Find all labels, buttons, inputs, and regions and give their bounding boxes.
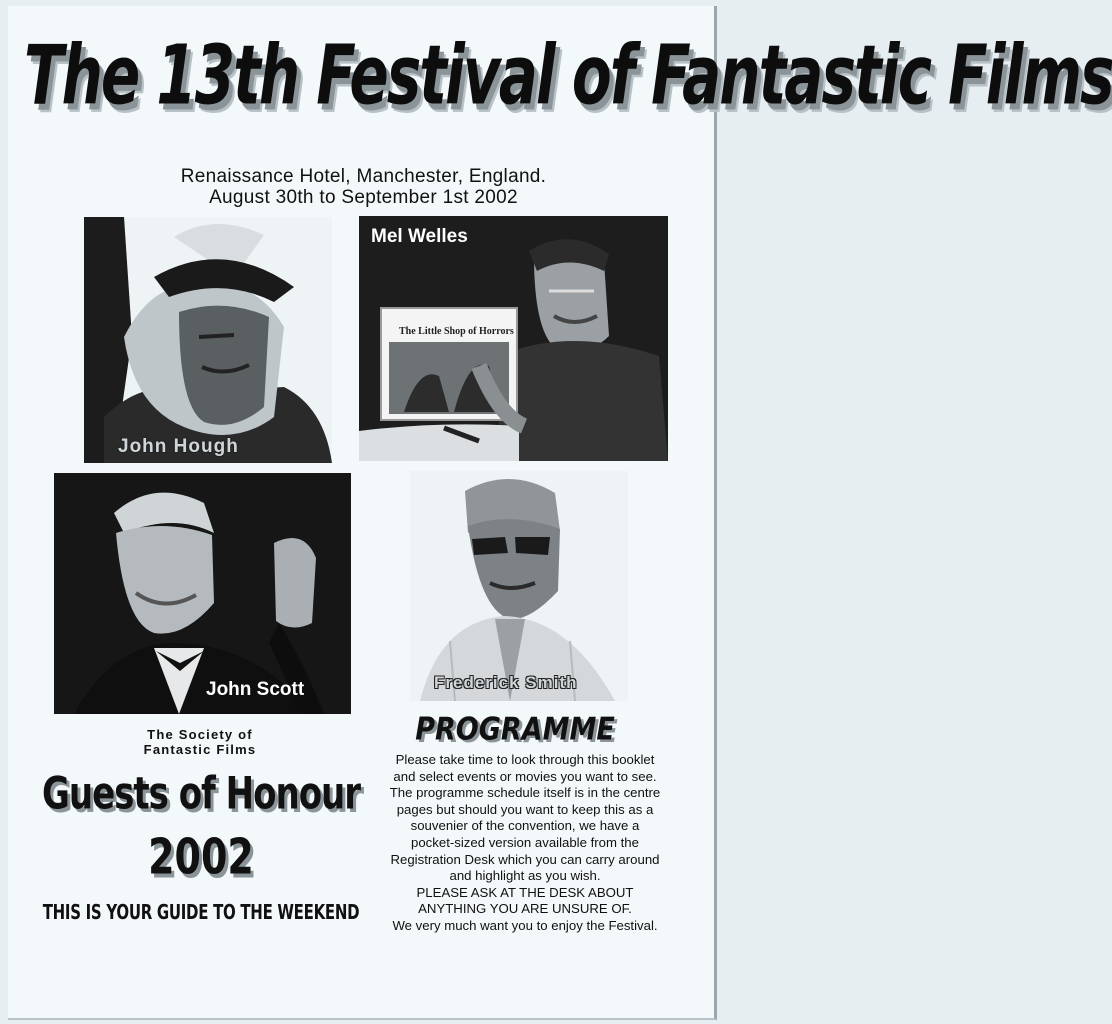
frederick-smith-portrait — [410, 471, 628, 701]
john-hough-portrait — [84, 217, 332, 463]
programme-line: and highlight as you wish. — [449, 868, 601, 884]
venue-line: Renaissance Hotel, Manchester, England. — [180, 166, 547, 187]
poster-title: The Little Shop of Horrors — [399, 326, 514, 337]
photo-mel-welles — [359, 216, 668, 461]
festival-title: The 13th Festival of Fantastic Films — [24, 26, 1112, 124]
guide-line: THIS IS YOUR GUIDE TO THE WEEKEND — [42, 900, 360, 925]
programme-line: and select events or movies you want to see. — [393, 768, 657, 784]
society-line-2: Fantastic Films — [143, 742, 257, 757]
year-heading: 2002 — [148, 828, 254, 886]
programme-line: We very much want you to enjoy the Festival. — [392, 917, 658, 933]
photo-john-hough — [84, 217, 332, 463]
programme-line: Please take time to look through this booklet — [395, 752, 655, 767]
photo-frederick-smith — [410, 471, 628, 701]
programme-line: PLEASE ASK AT THE DESK ABOUT — [416, 884, 634, 900]
programme-line: pocket-sized version available from the — [411, 834, 639, 850]
caption-frederick-smith: Frederick Smith — [434, 673, 578, 692]
guests-of-honour-heading: Guests of Honour — [41, 768, 361, 820]
programme-text — [368, 752, 682, 935]
photo-john-scott — [54, 473, 351, 714]
mel-welles-portrait — [359, 216, 668, 461]
caption-john-scott: John Scott — [206, 679, 305, 700]
programme-heading: PROGRAMME — [415, 712, 615, 748]
programme-line: souvenier of the convention, we have a — [410, 818, 640, 834]
society-line-1: The Society of — [147, 727, 253, 742]
dates-line: August 30th to September 1st 2002 — [209, 187, 518, 208]
john-scott-portrait — [54, 473, 351, 714]
caption-mel-welles: Mel Welles — [371, 226, 468, 247]
programme-line: pages but should you want to keep this as a — [396, 801, 654, 817]
caption-john-hough: John Hough — [118, 436, 239, 457]
programme-line: The programme schedule itself is in the centre — [389, 785, 661, 801]
programme-line: Registration Desk which you can carry around — [390, 851, 660, 867]
programme-line: ANYTHING YOU ARE UNSURE OF. — [418, 901, 632, 917]
